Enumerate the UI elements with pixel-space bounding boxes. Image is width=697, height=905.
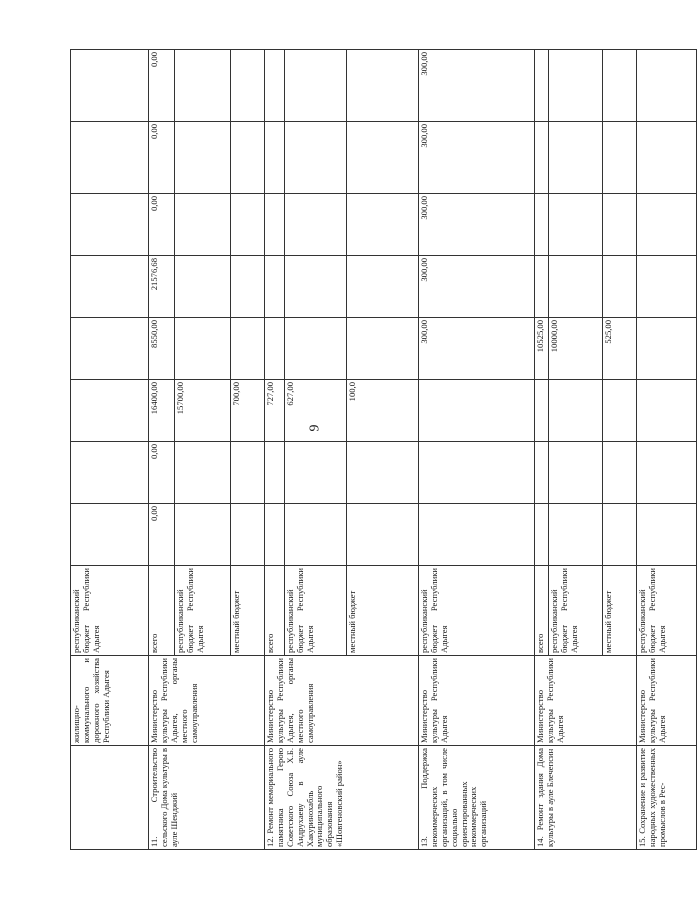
amount-cell	[549, 380, 603, 442]
event-cell: 12. Ремонт мемориального памятника Герою Советского Союза Х.Б. Андрухаеву в ауле Хакуринохабль муниципального образования «Шовгеновский район»	[265, 746, 419, 850]
table-row	[637, 50, 697, 850]
amount-cell	[347, 256, 419, 318]
amount-cell	[285, 256, 347, 318]
amount-cell	[419, 504, 535, 566]
amount-cell: 727,00	[265, 380, 285, 442]
amount-cell: 10000,00	[549, 318, 603, 380]
table-row	[71, 50, 149, 850]
amount-cell: 300,00	[419, 122, 535, 194]
event-cell: 13. Поддержка некоммерческих организаций, в том числе социально ориентированных некоммерческих организаций	[419, 746, 535, 850]
executor-cell: Министерство культуры Республики Адыгея	[419, 656, 535, 746]
amount-cell	[535, 50, 549, 122]
amount-cell: 0,00	[149, 504, 175, 566]
amount-cell: 300,00	[419, 50, 535, 122]
amount-cell	[71, 504, 149, 566]
amount-cell	[603, 380, 637, 442]
amount-cell	[231, 318, 265, 380]
table-row	[419, 50, 535, 850]
amount-cell	[535, 504, 549, 566]
amount-cell	[603, 122, 637, 194]
amount-cell	[285, 442, 347, 504]
amount-cell	[231, 122, 265, 194]
funding-source-cell: республиканский бюджет Республики Адыгея	[285, 566, 347, 656]
amount-cell	[231, 504, 265, 566]
amount-cell	[71, 380, 149, 442]
amount-cell	[603, 50, 637, 122]
amount-cell	[535, 194, 549, 256]
amount-cell	[231, 194, 265, 256]
amount-cell	[637, 256, 697, 318]
table-row	[265, 50, 285, 850]
amount-cell	[347, 318, 419, 380]
amount-cell	[637, 380, 697, 442]
amount-cell	[175, 50, 231, 122]
event-cell: 15. Сохранение и развитие народных художественных промыслов в Рес-	[637, 746, 697, 850]
amount-cell	[603, 256, 637, 318]
amount-cell: 0,00	[149, 122, 175, 194]
amount-cell	[265, 194, 285, 256]
rotated-table-container	[70, 50, 667, 850]
amount-cell	[265, 442, 285, 504]
amount-cell	[347, 194, 419, 256]
amount-cell: 0,00	[149, 194, 175, 256]
amount-cell	[175, 122, 231, 194]
amount-cell	[265, 256, 285, 318]
amount-cell	[603, 442, 637, 504]
amount-cell	[175, 194, 231, 256]
table-row	[149, 50, 175, 850]
funding-source-cell: республиканский бюджет Республики Адыгея	[71, 566, 149, 656]
amount-cell: 525,00	[603, 318, 637, 380]
amount-cell	[549, 194, 603, 256]
amount-cell	[231, 50, 265, 122]
funding-source-cell: республиканский бюджет Республики Адыгея	[419, 566, 535, 656]
executor-cell: Министерство культуры Республики Адыгея, органы местного самоуправления	[265, 656, 419, 746]
amount-cell	[549, 504, 603, 566]
table-row	[535, 50, 549, 850]
amount-cell	[175, 504, 231, 566]
amount-cell	[71, 194, 149, 256]
funding-source-cell: местный бюджет	[603, 566, 637, 656]
amount-cell	[231, 256, 265, 318]
amount-cell	[71, 122, 149, 194]
amount-cell	[285, 504, 347, 566]
amount-cell	[285, 50, 347, 122]
amount-cell	[535, 380, 549, 442]
executor-cell: жилищно-коммунального и дорожного хозяйства Республики Адыгея	[71, 656, 149, 746]
amount-cell	[535, 442, 549, 504]
amount-cell	[71, 50, 149, 122]
amount-cell	[549, 50, 603, 122]
page-number: 9	[307, 424, 323, 432]
amount-cell	[419, 442, 535, 504]
amount-cell: 300,00	[419, 318, 535, 380]
amount-cell	[549, 122, 603, 194]
budget-table	[70, 49, 697, 850]
executor-cell: Министерство культуры Республики Адыгея	[637, 656, 697, 746]
amount-cell	[175, 318, 231, 380]
funding-source-cell: республиканский бюджет Республики Адыгея	[549, 566, 603, 656]
amount-cell: 627,00	[285, 380, 347, 442]
amount-cell: 0,00	[149, 50, 175, 122]
table-body	[71, 50, 697, 850]
amount-cell: 300,00	[419, 194, 535, 256]
amount-cell	[637, 318, 697, 380]
amount-cell	[71, 442, 149, 504]
amount-cell	[231, 442, 265, 504]
funding-source-cell: всего	[149, 566, 175, 656]
amount-cell	[637, 50, 697, 122]
amount-cell: 16400,00	[149, 380, 175, 442]
amount-cell	[637, 442, 697, 504]
amount-cell	[603, 504, 637, 566]
amount-cell	[265, 318, 285, 380]
amount-cell	[637, 504, 697, 566]
amount-cell: 21576,68	[149, 256, 175, 318]
amount-cell: 700,00	[231, 380, 265, 442]
funding-source-cell: местный бюджет	[347, 566, 419, 656]
amount-cell: 15700,00	[175, 380, 231, 442]
amount-cell	[419, 380, 535, 442]
event-cell	[71, 746, 149, 850]
amount-cell	[549, 442, 603, 504]
amount-cell	[347, 122, 419, 194]
event-cell: 11. Строительство сельского Дома культуры в ауле Шенджий	[149, 746, 265, 850]
event-cell: 14. Ремонт здания Дома культуры в ауле Блечепсин	[535, 746, 637, 850]
funding-source-cell: республиканский бюджет Республики Адыгея	[637, 566, 697, 656]
amount-cell	[285, 318, 347, 380]
amount-cell	[175, 256, 231, 318]
amount-cell	[285, 194, 347, 256]
amount-cell	[637, 194, 697, 256]
amount-cell: 0,00	[149, 442, 175, 504]
amount-cell: 10525,00	[535, 318, 549, 380]
amount-cell	[285, 122, 347, 194]
amount-cell	[549, 256, 603, 318]
funding-source-cell: всего	[535, 566, 549, 656]
amount-cell: 300,00	[419, 256, 535, 318]
executor-cell: Министерство культуры Республики Адыгея	[535, 656, 637, 746]
amount-cell	[175, 442, 231, 504]
amount-cell	[265, 504, 285, 566]
amount-cell	[535, 256, 549, 318]
amount-cell	[603, 194, 637, 256]
amount-cell	[71, 318, 149, 380]
funding-source-cell: республиканский бюджет Республики Адыгея	[175, 566, 231, 656]
amount-cell	[347, 442, 419, 504]
amount-cell	[265, 122, 285, 194]
amount-cell	[265, 50, 285, 122]
amount-cell: 8550,00	[149, 318, 175, 380]
amount-cell	[347, 504, 419, 566]
funding-source-cell: местный бюджет	[231, 566, 265, 656]
executor-cell: Министерство культуры Республики Адыгея, органы местного самоуправления	[149, 656, 265, 746]
amount-cell	[637, 122, 697, 194]
amount-cell	[71, 256, 149, 318]
amount-cell: 100,0	[347, 380, 419, 442]
amount-cell	[535, 122, 549, 194]
amount-cell	[347, 50, 419, 122]
funding-source-cell: всего	[265, 566, 285, 656]
